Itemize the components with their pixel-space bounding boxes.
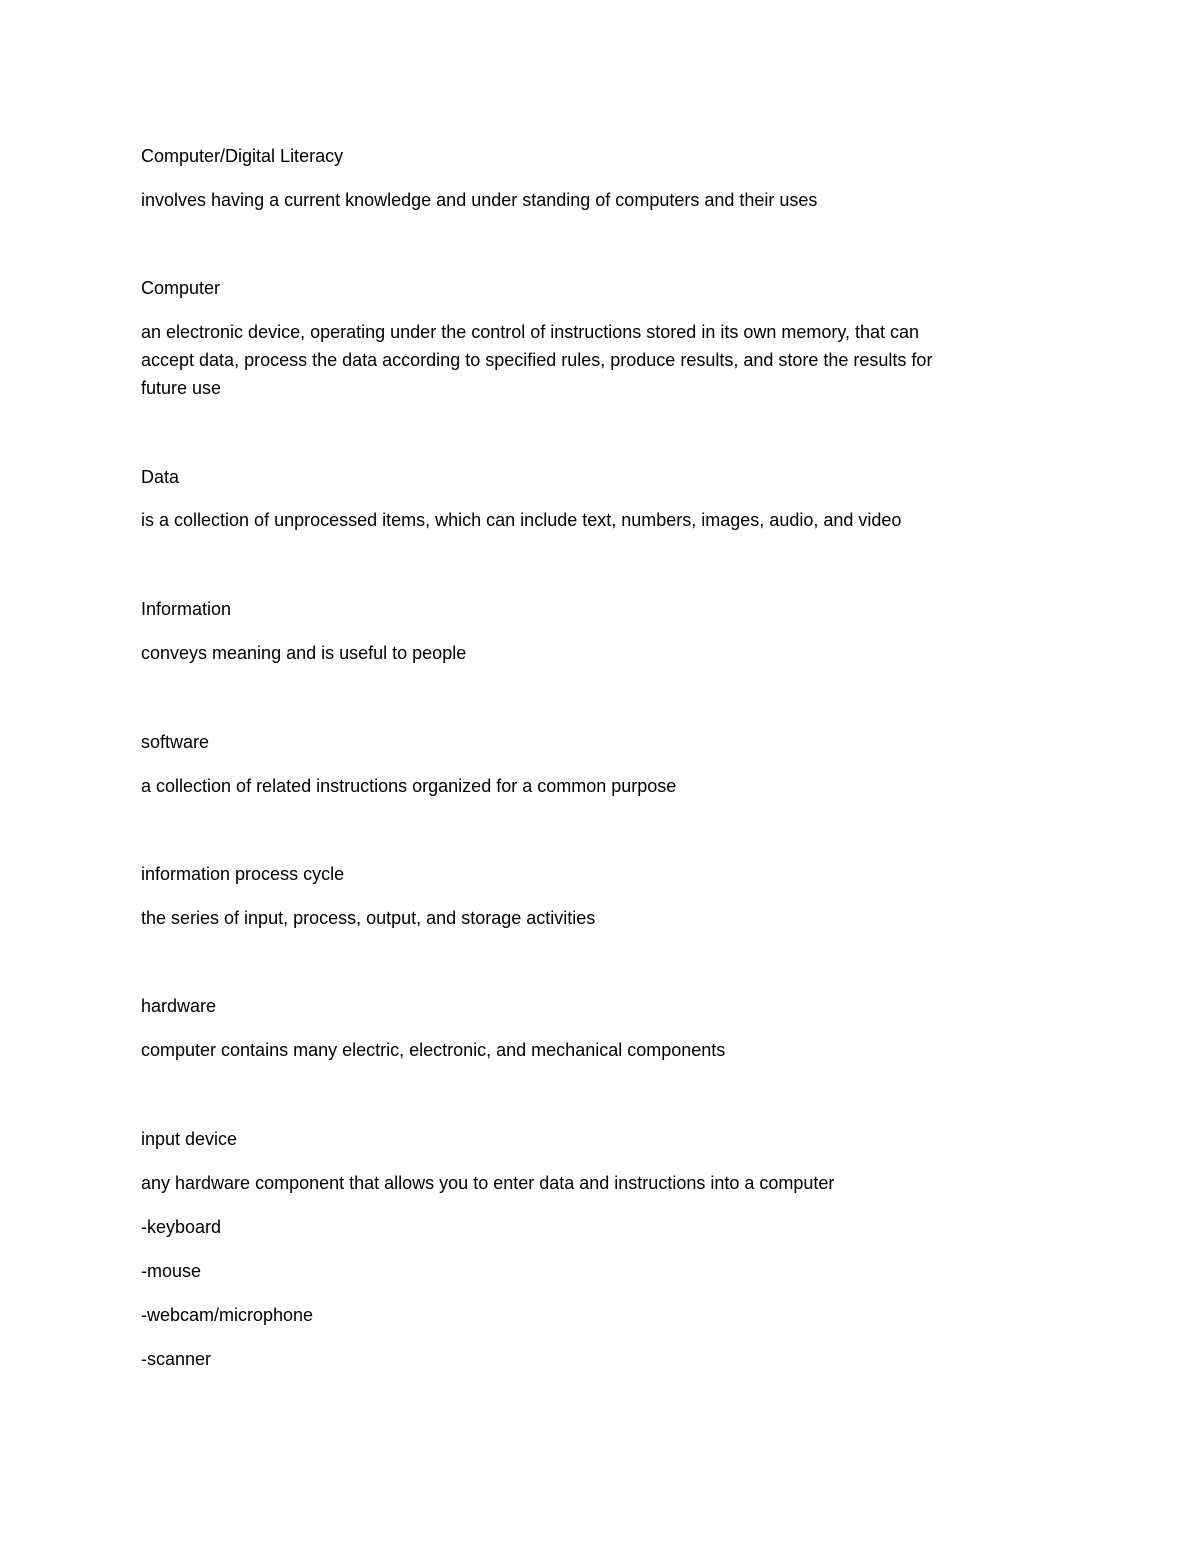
term-definition-line: an electronic device, operating under the control of instructions stored in its own memory, that can [141,322,920,342]
term-heading: software [141,732,210,752]
term-definition: involves having a current knowledge and under standing of computers and their uses [141,190,818,210]
term-definition-line: future use [141,378,222,398]
term-definition: conveys meaning and is useful to people [141,643,467,663]
term-heading: Data [141,467,180,487]
term-heading: input device [141,1129,238,1149]
term-heading: hardware [141,996,217,1016]
term-heading: Computer [141,278,221,298]
term-definition: is a collection of unprocessed items, which can include text, numbers, images, audio, and video [141,510,902,530]
list-item: -webcam/microphone [141,1305,314,1325]
term-definition: the series of input, process, output, and storage activities [141,908,596,928]
term-definition-line: accept data, process the data according to specified rules, produce results, and store the results for [141,350,933,370]
term-heading: Information [141,599,232,619]
term-definition: computer contains many electric, electronic, and mechanical components [141,1040,726,1060]
term-definition: a collection of related instructions organized for a common purpose [141,776,677,796]
list-item: -scanner [141,1349,212,1369]
list-item: -mouse [141,1261,202,1281]
term-heading: Computer/Digital Literacy [141,146,344,166]
term-heading: information process cycle [141,864,345,884]
list-item: -keyboard [141,1217,222,1237]
term-definition: any hardware component that allows you to enter data and instructions into a computer [141,1173,835,1193]
